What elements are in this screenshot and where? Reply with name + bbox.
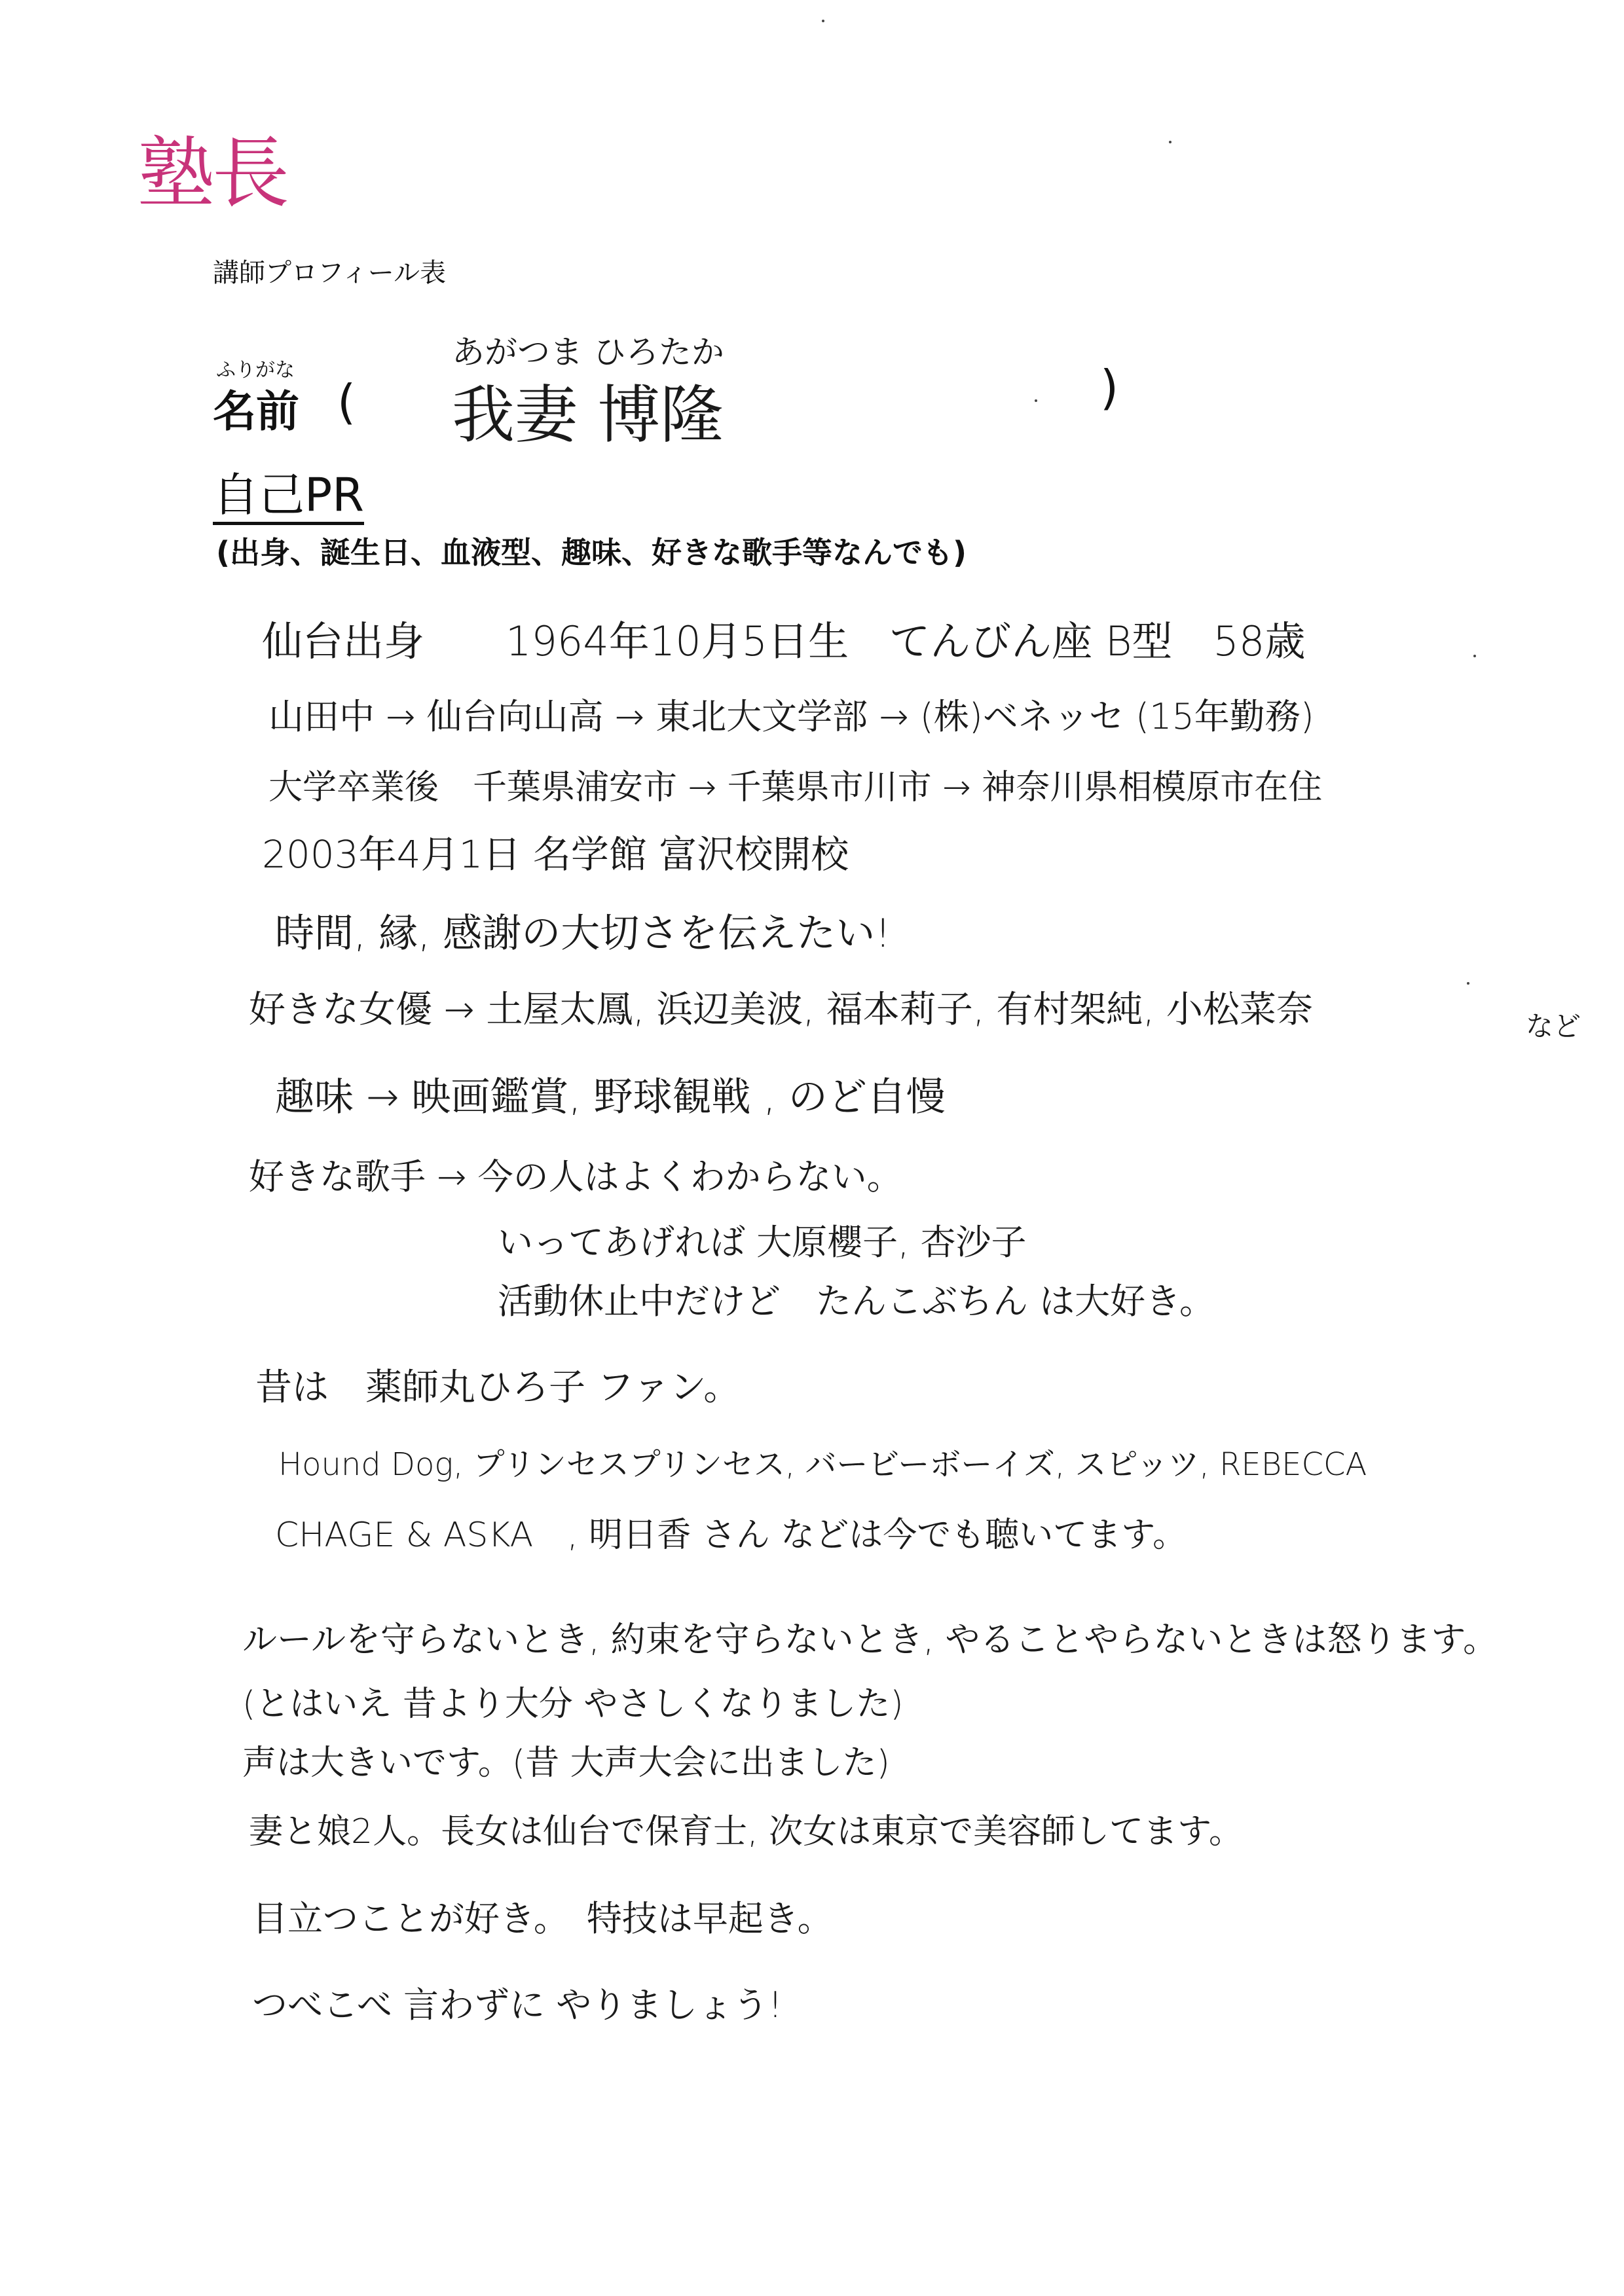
- pr-line-hobbies: 趣味 → 映画鑑賞, 野球観戦 , のど自慢: [275, 1074, 946, 1120]
- pr-line-birth: 仙台出身 1964年10月5日生 てんびん座 B型 58歳: [262, 617, 1306, 665]
- pr-line-singers: 好きな歌手 → 今の人はよくわからない。: [249, 1156, 902, 1197]
- name-furigana-value: あがつま ひろたか: [452, 333, 724, 371]
- pr-line-kinder: (とはいえ 昔より大分 やさしくなりました): [242, 1685, 904, 1724]
- pr-line-skills: 目立つことが好き。 特技は早起き。: [252, 1898, 833, 1939]
- pr-line-message: 時間, 縁, 感謝の大切さを伝えたい!: [275, 911, 891, 957]
- name-close-paren: ): [1100, 360, 1119, 415]
- furigana-label: ふりがな: [216, 359, 295, 382]
- name-open-paren: (: [337, 374, 356, 429]
- pr-line-anger: ルールを守らないとき, 約束を守らないとき, やることやらないときは怒ります。: [242, 1620, 1498, 1660]
- pr-line-actresses-etc: など: [1526, 1010, 1581, 1042]
- pr-line-still-listen: CHAGE & ASKA , 明日香 さん などは今でも聴いてます。: [275, 1516, 1187, 1555]
- pr-line-school-opening: 2003年4月1日 名学館 富沢校開校: [262, 832, 849, 877]
- pr-line-singers-favorite: 活動休止中だけど たんこぶちん は大好き。: [498, 1281, 1215, 1322]
- name-value: 我妻 博隆: [452, 378, 724, 452]
- pr-line-singers-current: いってあげれば 大原櫻子, 杏沙子: [498, 1222, 1027, 1263]
- pr-line-voice: 声は大きいです。(昔 大声大会に出ました): [242, 1743, 890, 1783]
- pr-line-family: 妻と娘2人。長女は仙台で保育士, 次女は東京で美容師してます。: [249, 1812, 1243, 1851]
- form-title: 講師プロフィール表: [213, 258, 446, 288]
- pr-line-residence: 大学卒業後 千葉県浦安市 → 千葉県市川市 → 神奈川県相模原市在住: [268, 768, 1323, 807]
- name-label: 名前: [213, 386, 299, 437]
- principal-stamp: 塾長: [138, 128, 287, 219]
- pr-hint: (出身、誕生日、血液型、趣味、好きな歌手等なんでも): [216, 535, 967, 570]
- pr-line-past-fan: 昔は 薬師丸ひろ子 ファン。: [255, 1366, 741, 1409]
- pr-line-closing: つべこべ 言わずに やりましょう!: [252, 1984, 783, 2026]
- pr-line-actresses: 好きな女優 → 土屋太鳳, 浜辺美波, 福本莉子, 有村架純, 小松菜奈: [249, 989, 1313, 1031]
- pr-line-education: 山田中 → 仙台向山高 → 東北大文学部 → (株)ベネッセ (15年勤務): [268, 696, 1314, 737]
- pr-heading: 自己PR: [213, 470, 364, 525]
- pr-line-bands: Hound Dog, プリンセスプリンセス, バービーボーイズ, スピッツ, REBECCA: [278, 1446, 1367, 1483]
